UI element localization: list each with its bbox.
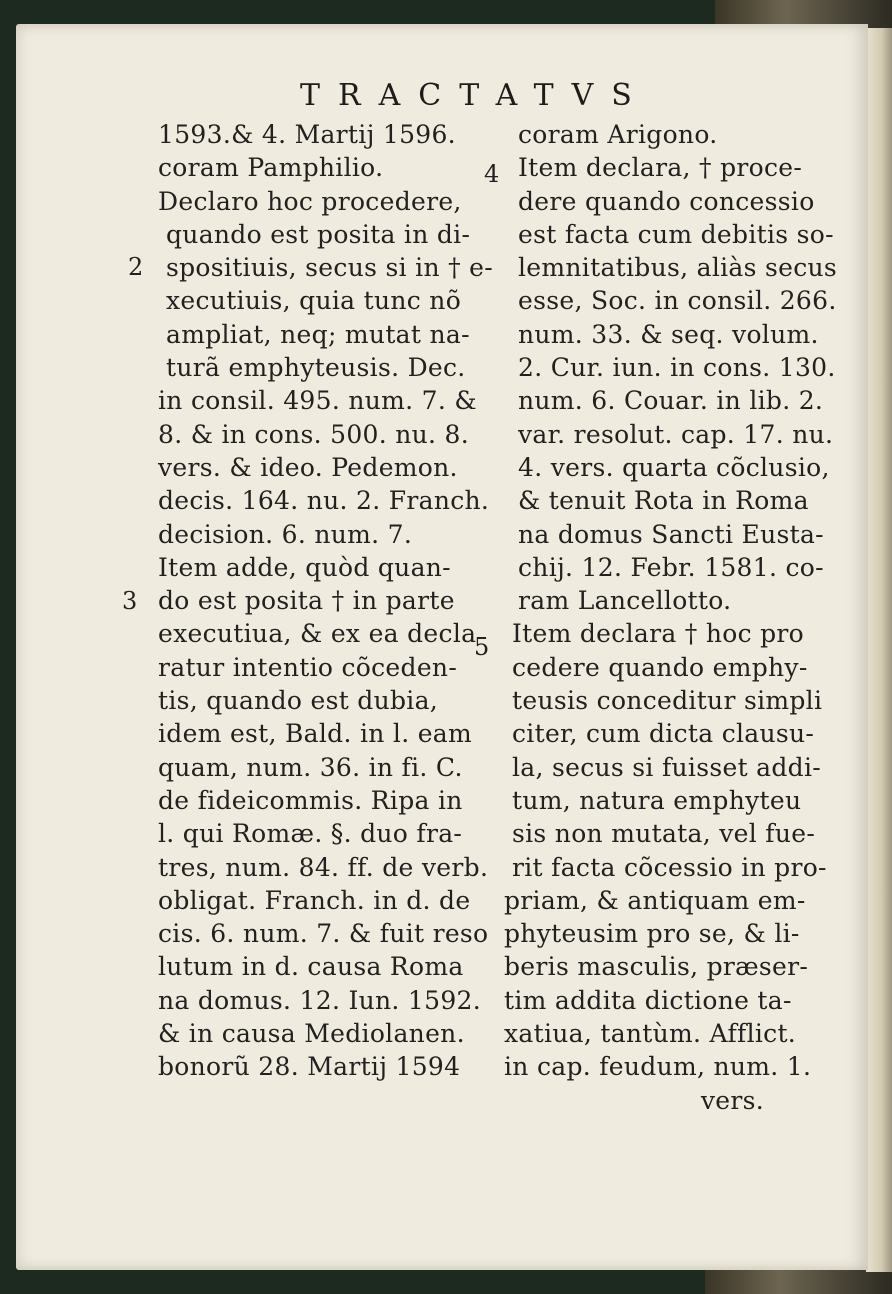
- text-line: num. 6. Couar. in lib. 2.: [518, 386, 824, 416]
- text-line: est facta cum debitis so-: [518, 219, 834, 249]
- text-line: vers.: [700, 1085, 764, 1115]
- text-line: obligat. Franch. in d. de: [158, 885, 471, 915]
- text-line: decision. 6. num. 7.: [158, 519, 413, 549]
- text-line: tim addita dictione ta-: [504, 985, 792, 1015]
- margin-number: 3: [122, 587, 138, 615]
- text-line: xecutiuis, quia tunc nõ: [166, 286, 462, 316]
- text-line: decis. 164. nu. 2. Franch.: [158, 486, 490, 516]
- text-line: do est posita † in parte: [158, 586, 455, 616]
- text-line: dere quando concessio: [518, 186, 815, 216]
- text-line: teusis conceditur simpli: [512, 686, 823, 716]
- text-line: Declaro hoc procedere,: [158, 186, 462, 216]
- text-line: ratur intentio cõceden-: [158, 652, 458, 682]
- left-column: [158, 118, 493, 1084]
- margin-number: 4: [484, 160, 500, 188]
- right-column: [504, 118, 838, 1117]
- text-line: ram Lancellotto.: [518, 586, 732, 616]
- text-line: 8. & in cons. 500. nu. 8.: [158, 419, 469, 449]
- text-line: num. 33. & seq. volum.: [518, 319, 819, 349]
- text-line: cedere quando emphy-: [512, 652, 808, 682]
- text-line: spositiuis, secus si in † e-: [166, 253, 493, 283]
- margin-number: 2: [128, 253, 144, 281]
- text-line: in cap. feudum, num. 1.: [504, 1052, 812, 1082]
- text-line: coram Arigono.: [518, 120, 718, 149]
- text-line: var. resolut. cap. 17. nu.: [518, 419, 834, 449]
- text-line: l. qui Romæ. §. duo fra-: [158, 819, 463, 849]
- text-line: tres, num. 84. ff. de verb.: [158, 852, 489, 882]
- text-line: 1593.& 4. Martij 1596.: [158, 120, 456, 149]
- text-line: ampliat, neq; mutat na-: [166, 319, 470, 349]
- text-line: chij. 12. Febr. 1581. co-: [518, 552, 824, 582]
- text-line: esse, Soc. in consil. 266.: [518, 286, 837, 316]
- text-line: lutum in d. causa Roma: [158, 952, 464, 982]
- text-line: xatiua, tantùm. Afflict.: [504, 1019, 797, 1049]
- text-line: turã emphyteusis. Dec.: [166, 353, 466, 383]
- text-line: bonorũ 28. Martij 1594: [158, 1052, 461, 1082]
- text-line: quam, num. 36. in fi. C.: [158, 752, 463, 782]
- text-line: tis, quando est dubia,: [158, 686, 439, 716]
- text-line: quando est posita in di-: [166, 219, 471, 249]
- text-line: la, secus si fuisset addi-: [512, 752, 822, 782]
- text-line: tum, natura emphyteu: [512, 785, 802, 815]
- text-line: coram Pamphilio.: [158, 153, 384, 183]
- text-line: & in causa Mediolanen.: [158, 1019, 465, 1049]
- text-line: priam, & antiquam em-: [504, 885, 806, 915]
- text-line: cis. 6. num. 7. & fuit reso: [158, 919, 489, 949]
- text-line: 2. Cur. iun. in cons. 130.: [518, 353, 836, 383]
- text-line: sis non mutata, vel fue-: [512, 819, 816, 849]
- text-line: executiua, & ex ea decla: [158, 619, 477, 649]
- text-line: citer, cum dicta clausu-: [512, 719, 815, 749]
- text-line: in consil. 495. num. 7. &: [158, 386, 477, 416]
- text-line: 4. vers. quarta cõclusio,: [518, 452, 830, 482]
- text-line: phyteusim pro se, & li-: [504, 919, 800, 949]
- text-line: rit facta cõcessio in pro-: [512, 852, 827, 882]
- text-line: na domus Sancti Eusta-: [518, 519, 824, 549]
- text-line: Item declara, † proce-: [518, 153, 803, 183]
- text-line: na domus. 12. Iun. 1592.: [158, 985, 481, 1015]
- text-line: de fideicommis. Ripa in: [158, 785, 463, 815]
- book-edge-bottom: [705, 1268, 892, 1294]
- text-line: vers. & ideo. Pedemon.: [158, 452, 458, 482]
- page-edge-stack: [866, 28, 892, 1272]
- margin-number: 5: [474, 633, 490, 661]
- text-line: beris masculis, præser-: [504, 952, 809, 982]
- text-line: Item adde, quòd quan-: [158, 552, 451, 582]
- text-line: lemnitatibus, aliàs secus: [518, 253, 838, 283]
- text-line: & tenuit Rota in Roma: [518, 486, 809, 516]
- text-line: idem est, Bald. in l. eam: [158, 719, 473, 749]
- running-header: TRACTATVS: [300, 78, 650, 113]
- text-line: Item declara † hoc pro: [512, 619, 805, 649]
